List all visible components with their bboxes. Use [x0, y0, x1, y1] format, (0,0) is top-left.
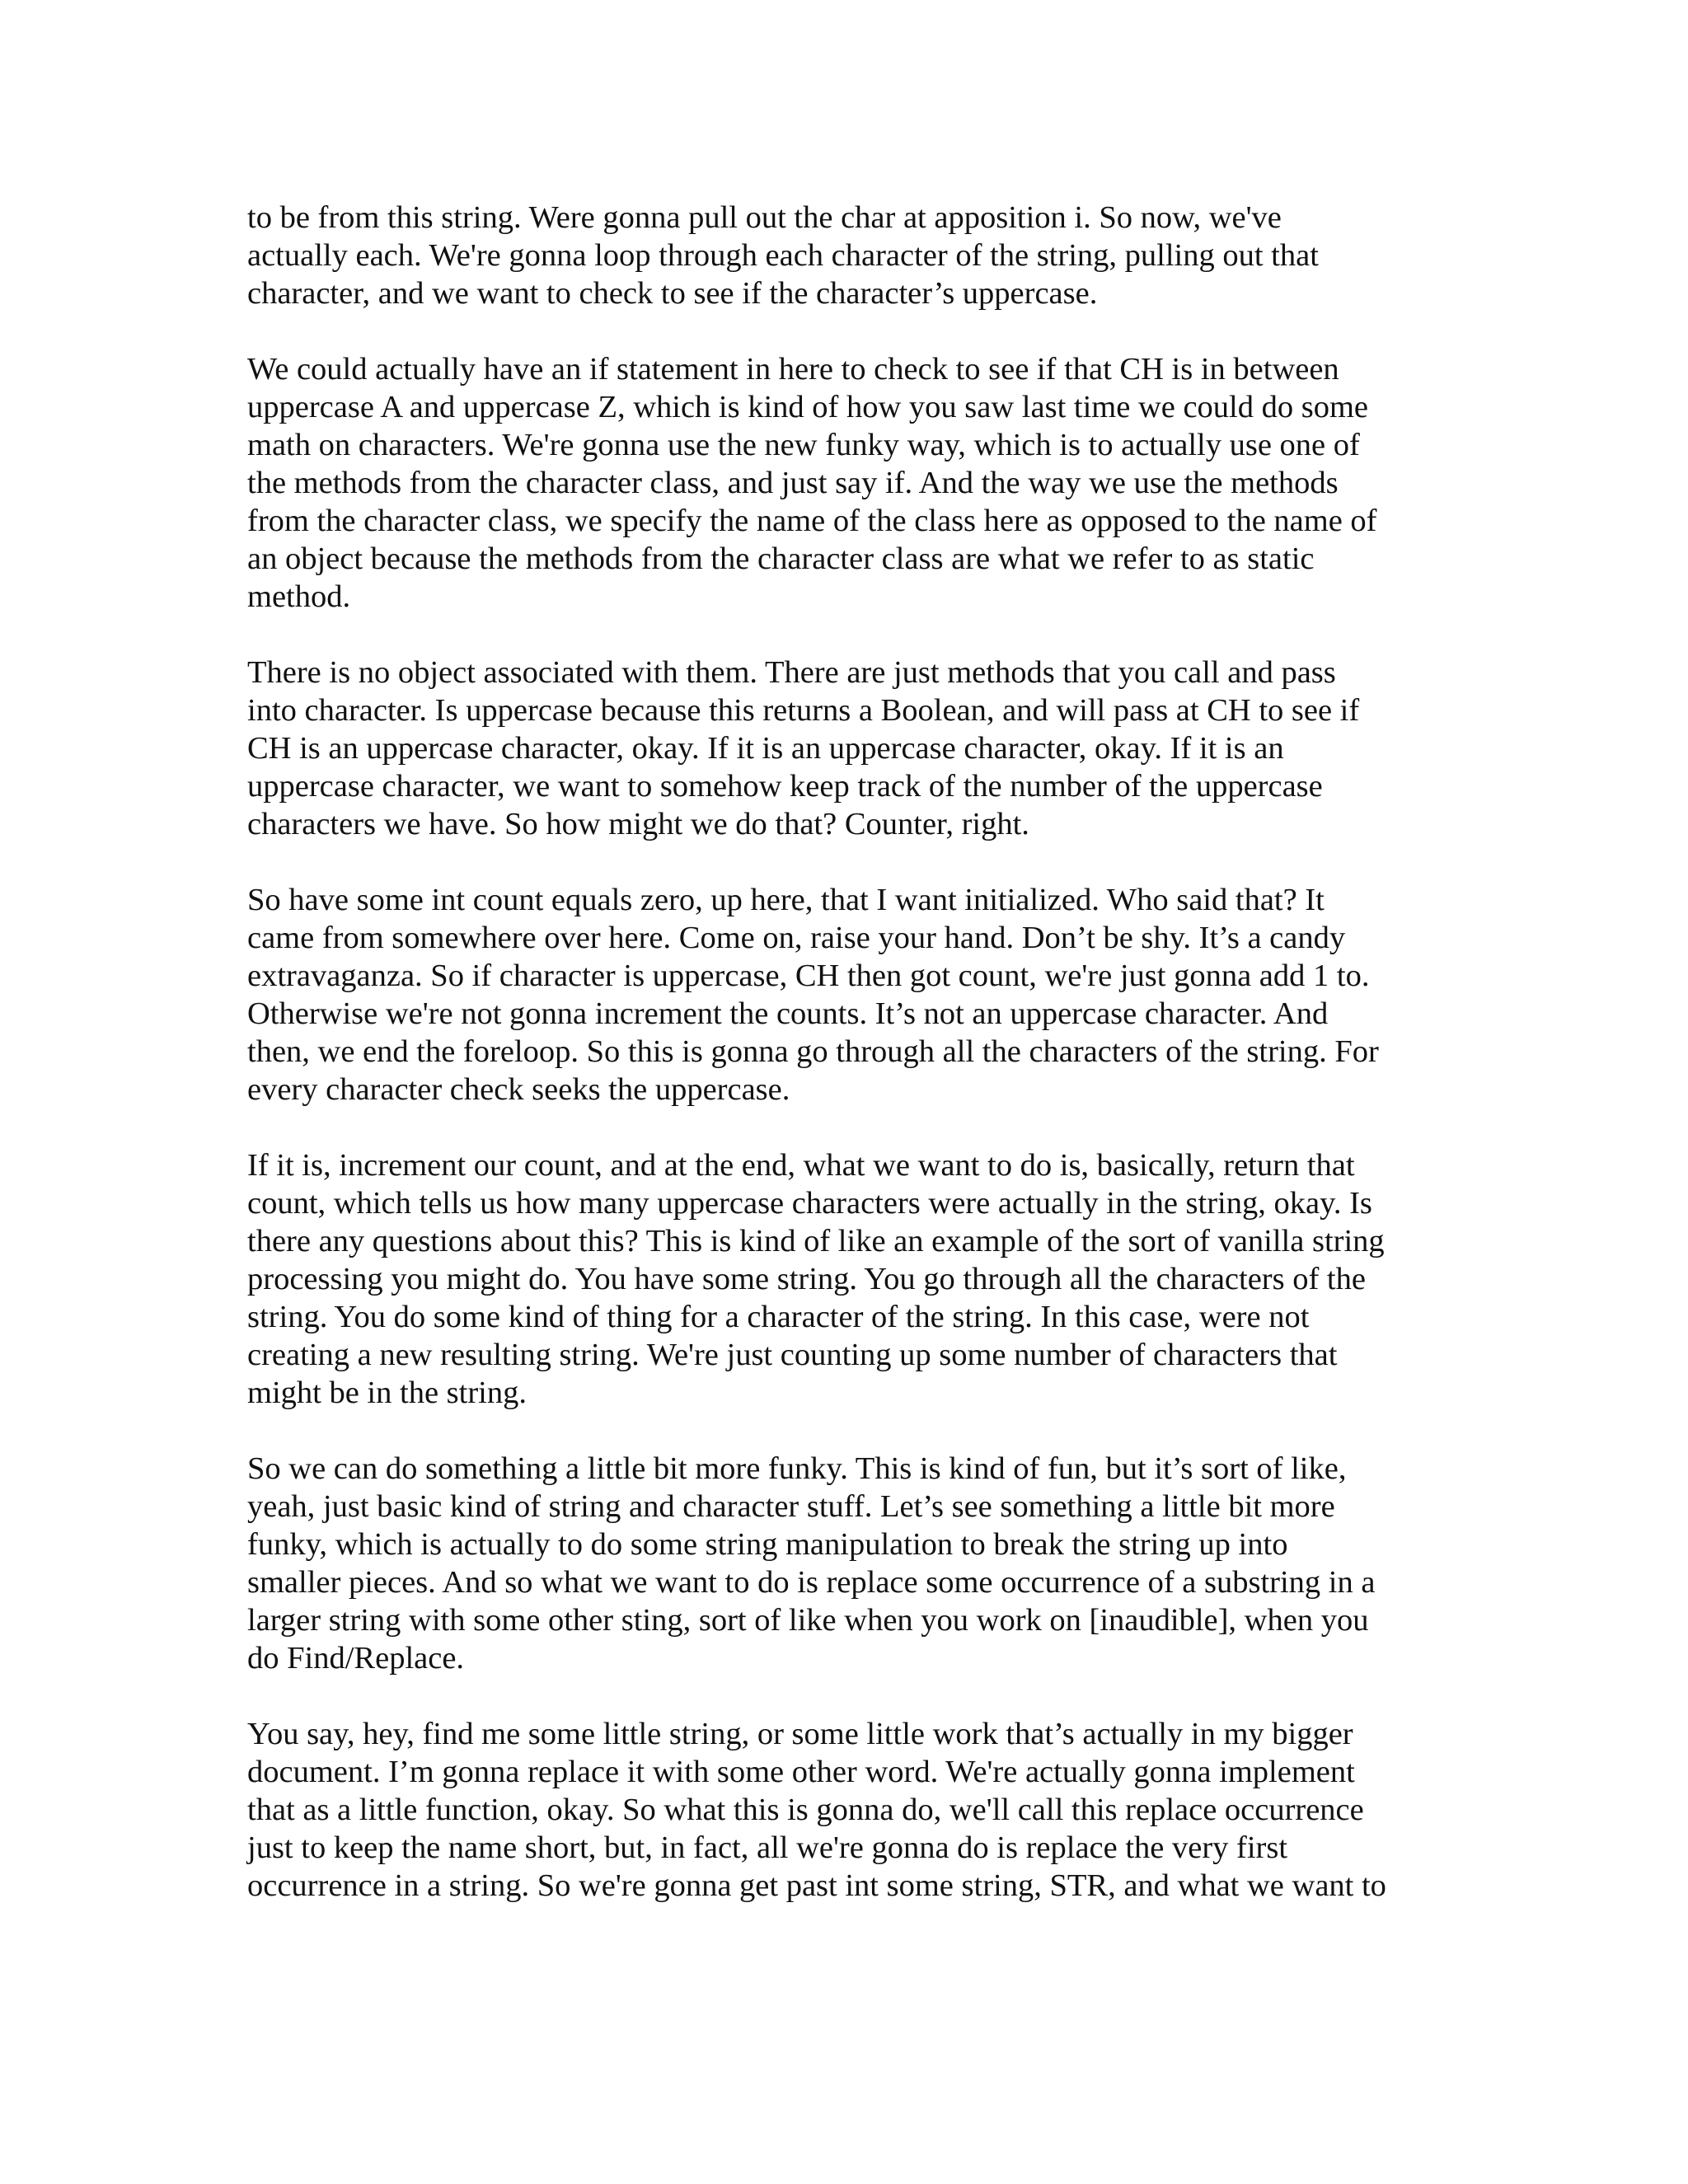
- paragraph-6: [247, 1450, 1434, 1677]
- text-line: uppercase A and uppercase Z, which is kind of how you saw last time we could do some: [247, 390, 1369, 424]
- text-line: funky, which is actually to do some string manipulation to break the string up into: [247, 1527, 1288, 1562]
- paragraph-2: [247, 350, 1434, 616]
- text-line: might be in the string.: [247, 1376, 527, 1410]
- text-line: there any questions about this? This is kind of like an example of the sort of vanilla string: [247, 1224, 1385, 1258]
- text-line: every character check seeks the uppercase.: [247, 1072, 790, 1107]
- paragraph-7: [247, 1715, 1434, 1905]
- text-line: that as a little function, okay. So what this is gonna do, we'll call this replace occurrence: [247, 1793, 1364, 1827]
- text-line: We could actually have an if statement in here to check to see if that CH is in between: [247, 352, 1339, 387]
- text-line: You say, hey, find me some little string, or some little work that’s actually in my bigger: [247, 1717, 1353, 1751]
- text-line: occurrence in a string. So we're gonna get past int some string, STR, and what we want to: [247, 1868, 1386, 1903]
- text-line: do Find/Replace.: [247, 1641, 465, 1675]
- text-line: an object because the methods from the character class are what we refer to as static: [247, 541, 1315, 576]
- text-line: If it is, increment our count, and at the end, what we want to do is, basically, return that: [247, 1148, 1355, 1183]
- text-line: extravaganza. So if character is uppercase, CH then got count, we're just gonna add 1 to.: [247, 958, 1370, 993]
- text-line: larger string with some other sting, sort of like when you work on [inaudible], when you: [247, 1603, 1369, 1638]
- text-line: method.: [247, 579, 351, 614]
- text-line: uppercase character, we want to somehow keep track of the number of the uppercase: [247, 769, 1323, 804]
- text-line: So have some int count equals zero, up here, that I want initialized. Who said that? It: [247, 883, 1325, 917]
- paragraph-5: [247, 1146, 1434, 1412]
- text-line: just to keep the name short, but, in fact, all we're gonna do is replace the very first: [247, 1830, 1288, 1865]
- text-line: CH is an uppercase character, okay. If it is an uppercase character, okay. If it is an: [247, 731, 1284, 766]
- text-line: characters we have. So how might we do that? Counter, right.: [247, 807, 1029, 841]
- text-line: math on characters. We're gonna use the new funky way, which is to actually use one of: [247, 428, 1360, 462]
- text-line: string. You do some kind of thing for a character of the string. In this case, were not: [247, 1300, 1310, 1334]
- text-line: then, we end the foreloop. So this is gonna go through all the characters of the string. For: [247, 1034, 1379, 1069]
- text-line: character, and we want to check to see if the character’s uppercase.: [247, 276, 1098, 311]
- text-line: document. I’m gonna replace it with some other word. We're actually gonna implement: [247, 1755, 1355, 1789]
- paragraph-3: [247, 654, 1434, 843]
- text-line: processing you might do. You have some string. You go through all the characters of the: [247, 1262, 1366, 1296]
- text-line: to be from this string. Were gonna pull out the char at apposition i. So now, we've: [247, 200, 1282, 235]
- text-line: count, which tells us how many uppercase characters were actually in the string, okay. Is: [247, 1186, 1372, 1221]
- paragraph-4: [247, 881, 1434, 1108]
- text-line: Otherwise we're not gonna increment the counts. It’s not an uppercase character. And: [247, 996, 1329, 1031]
- paragraph-1: [247, 199, 1434, 312]
- text-line: smaller pieces. And so what we want to do is replace some occurrence of a substring in a: [247, 1565, 1376, 1600]
- text-line: the methods from the character class, and just say if. And the way we use the methods: [247, 466, 1339, 500]
- text-line: actually each. We're gonna loop through each character of the string, pulling out that: [247, 238, 1319, 273]
- text-line: So we can do something a little bit more funky. This is kind of fun, but it’s sort of like,: [247, 1451, 1347, 1486]
- text-line: came from somewhere over here. Come on, raise your hand. Don’t be shy. It’s a candy: [247, 921, 1346, 955]
- document-body: [247, 199, 1434, 1943]
- text-line: from the character class, we specify the name of the class here as opposed to the name of: [247, 504, 1377, 538]
- text-line: There is no object associated with them. There are just methods that you call and pass: [247, 655, 1336, 690]
- text-line: creating a new resulting string. We're just counting up some number of characters that: [247, 1338, 1338, 1372]
- text-line: yeah, just basic kind of string and character stuff. Let’s see something a little bit more: [247, 1489, 1335, 1524]
- text-line: into character. Is uppercase because this returns a Boolean, and will pass at CH to see if: [247, 693, 1360, 728]
